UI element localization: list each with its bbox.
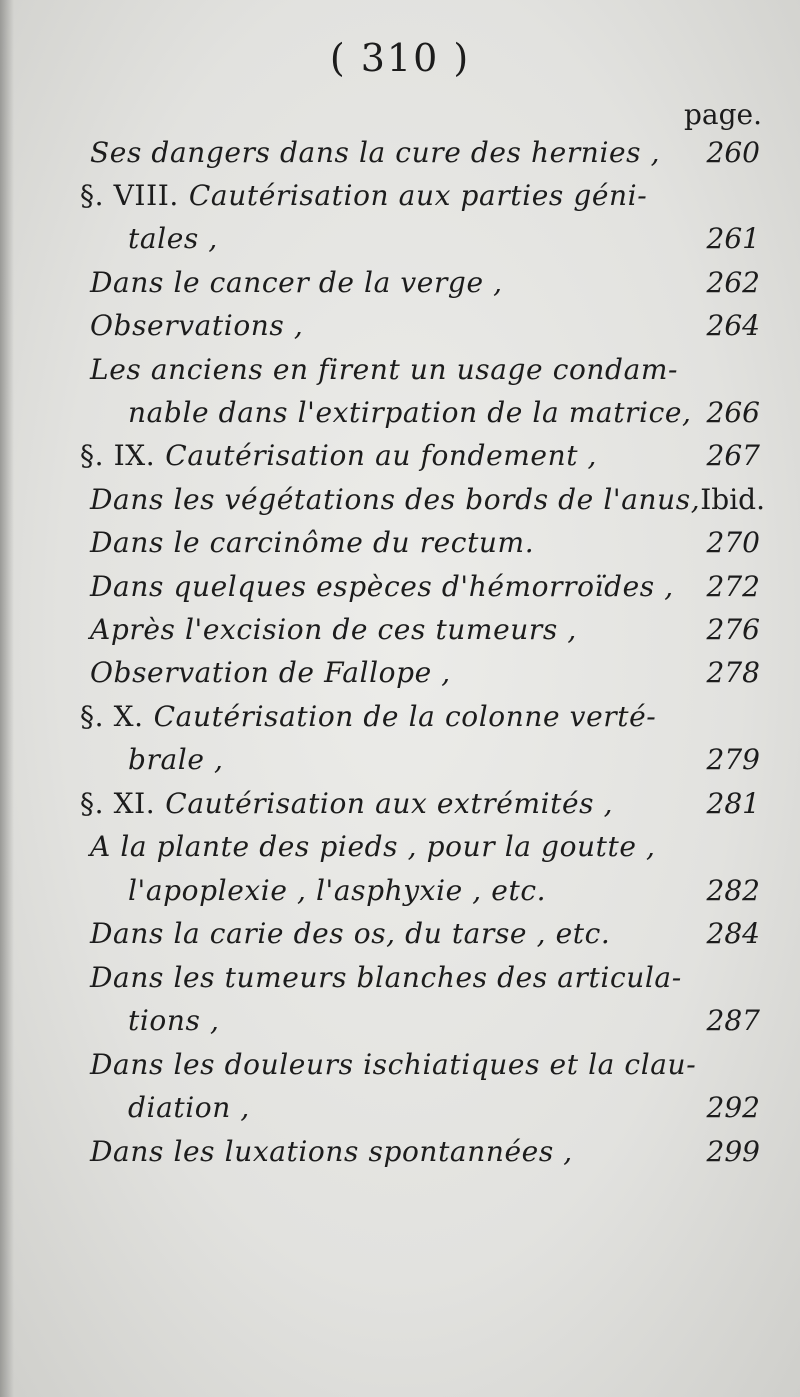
toc-entry: Dans quelques espèces d'hémorroïdes , 272 xyxy=(80,564,760,610)
toc-page-ref: 276 xyxy=(706,613,760,646)
toc-page-ref: 282 xyxy=(706,874,760,907)
toc-page-ref: 264 xyxy=(706,309,760,342)
toc-entry: Dans les tumeurs blanches des articula- xyxy=(90,961,682,994)
toc-page-ref: 292 xyxy=(706,1091,760,1124)
toc-entry: Ses dangers dans la cure des hernies , 260 xyxy=(80,130,760,176)
toc-entry: nable dans l'extirpation de la matrice, 266 xyxy=(118,390,760,436)
toc-entry: Dans le cancer de la verge , 262 xyxy=(80,260,760,306)
toc-entry: brale , 279 xyxy=(118,737,760,783)
toc-entry: diation , 292 xyxy=(118,1085,760,1131)
toc-page-ref: 287 xyxy=(706,1004,760,1037)
toc-page-ref: 272 xyxy=(706,570,760,603)
toc-entry: Dans les luxations spontannées , 299 xyxy=(80,1129,760,1175)
toc-page-ref: 270 xyxy=(706,526,760,559)
toc-page-ref: 262 xyxy=(706,266,760,299)
page-gutter-shadow xyxy=(0,0,14,1397)
page-column-label: page. xyxy=(683,98,762,131)
toc-page-ref: 261 xyxy=(706,222,760,255)
toc-entry: Après l'excision de ces tumeurs , 276 xyxy=(80,607,760,653)
toc-page-ref: 266 xyxy=(706,396,760,429)
toc-entry: tions , 287 xyxy=(118,998,760,1044)
toc-entry: tales , 261 xyxy=(118,216,760,262)
toc-entry: §. IX. Cautérisation au fondement , 267 xyxy=(80,433,760,479)
toc-entry: A la plante des pieds , pour la goutte , xyxy=(90,830,656,863)
toc-entry: §. VIII. Cautérisation aux parties géni- xyxy=(80,179,648,212)
toc-page-ref: 267 xyxy=(706,439,760,472)
toc-entry: §. X. Cautérisation de la colonne verté- xyxy=(80,700,657,733)
toc-entry: Observation de Fallope , 278 xyxy=(80,650,760,696)
toc-entry: Observations , 264 xyxy=(80,303,760,349)
toc-page-ref: Ibid. xyxy=(700,483,765,516)
toc-page-ref: 279 xyxy=(706,743,760,776)
show-through-texture xyxy=(90,1180,730,1350)
page-number: ( 310 ) xyxy=(329,36,471,80)
toc-entry: Les anciens en firent un usage condam- xyxy=(90,353,679,386)
toc-page-ref: 284 xyxy=(706,917,760,950)
toc-entry: Dans le carcinôme du rectum. 270 xyxy=(80,520,760,566)
toc-entry: l'apoplexie , l'asphyxie , etc. 282 xyxy=(118,868,760,914)
toc-entry: Dans la carie des os, du tarse , etc. 284 xyxy=(80,911,760,957)
toc-entry: Dans les douleurs ischiatiques et la clau- xyxy=(90,1048,697,1081)
toc-page-ref: 260 xyxy=(706,136,760,169)
toc-page-ref: 278 xyxy=(706,656,760,689)
toc-entry: Dans les végétations des bords de l'anus, Ibid. xyxy=(80,477,760,523)
toc-entry: §. XI. Cautérisation aux extrémités , 281 xyxy=(80,781,760,827)
toc-page-ref: 281 xyxy=(706,787,760,820)
toc-page-ref: 299 xyxy=(706,1135,760,1168)
